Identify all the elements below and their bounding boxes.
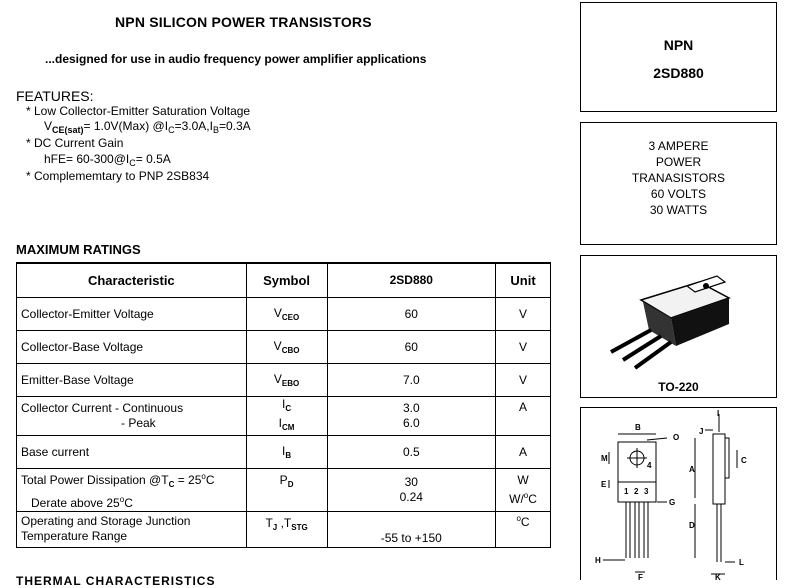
cell-value: 60 — [327, 330, 496, 363]
svg-text:B: B — [635, 423, 641, 432]
to220-package-illustration — [581, 260, 776, 380]
cell-characteristic: Base current — [17, 435, 247, 468]
table-row — [17, 396, 551, 435]
cell-symbol: $V_{EBO}$ — [246, 363, 327, 396]
feature-1-detail: $V_{CE(sat)}= 1.0V(Max)$ $@I_C=3.0A,I_B=0.3A$ — [44, 119, 251, 135]
cell-unit: A — [496, 396, 551, 435]
cell-symbol: $I_C$ $I_{CM}$ — [246, 396, 327, 435]
page-subtitle: ...designed for use in audio frequency power amplifier applications — [45, 52, 427, 66]
rating-summary-box — [580, 122, 777, 245]
part-type-box — [580, 2, 777, 112]
table-row — [17, 330, 551, 363]
features-heading: FEATURES: — [16, 88, 94, 104]
table-row — [17, 468, 551, 511]
col-header-symbol: Symbol — [246, 263, 327, 297]
package-box — [580, 255, 777, 398]
transistor-type: NPN — [663, 37, 694, 53]
cell-characteristic: Collector-Emitter Voltage — [17, 297, 247, 330]
svg-text:O: O — [673, 433, 680, 442]
cell-unit: A — [496, 435, 551, 468]
next-section-heading-cropped: THERMAL CHARACTERISTICS — [16, 574, 216, 588]
col-header-characteristic: Characteristic — [17, 263, 247, 297]
svg-text:G: G — [669, 498, 676, 507]
svg-text:1: 1 — [624, 487, 629, 496]
cell-characteristic: Total Power Dissipation $@T_C = 25^oC$ Derate above 25$^o$C — [17, 468, 247, 511]
table-row — [17, 511, 551, 547]
cell-unit: V — [496, 297, 551, 330]
cell-value: 60 — [327, 297, 496, 330]
summary-line: 3 AMPERE — [648, 139, 709, 153]
feature-2-detail: $hFE= 60-300@I_C= 0.5A$ — [44, 152, 171, 168]
cell-value: 30 0.24 — [327, 468, 496, 511]
cell-value: 7.0 — [327, 363, 496, 396]
table-header-row — [17, 263, 551, 297]
cell-characteristic: Operating and Storage Junction Temperature Range — [17, 511, 247, 547]
svg-text:D: D — [689, 521, 695, 530]
svg-text:L: L — [739, 558, 744, 567]
svg-text:H: H — [595, 556, 601, 565]
max-ratings-table — [16, 262, 551, 548]
svg-text:I: I — [717, 409, 720, 418]
summary-line: TRANASISTORS — [631, 171, 726, 185]
dimension-drawing-box — [580, 407, 777, 580]
feature-3: * Complememtary to PNP 2SB834 — [26, 169, 210, 183]
svg-text:A: A — [689, 465, 695, 474]
svg-text:4: 4 — [647, 461, 652, 470]
page-title: NPN SILICON POWER TRANSISTORS — [115, 14, 372, 30]
cell-characteristic: Emitter-Base Voltage — [17, 363, 247, 396]
part-number: 2SD880 — [653, 65, 704, 81]
table-row — [17, 363, 551, 396]
cell-value: -55 to +150 — [327, 511, 496, 547]
cell-symbol: $P_D$ — [246, 468, 327, 511]
table-row — [17, 435, 551, 468]
cell-value: 3.0 6.0 — [327, 396, 496, 435]
col-header-part: 2SD880 — [327, 263, 496, 297]
cell-unit: W W/$^o$C — [496, 468, 551, 511]
cell-symbol: $V_{CBO}$ — [246, 330, 327, 363]
feature-1: * Low Collector-Emitter Saturation Voltage — [26, 104, 251, 118]
cell-symbol: $V_{CEO}$ — [246, 297, 327, 330]
max-ratings-heading: MAXIMUM RATINGS — [16, 242, 141, 257]
cell-symbol: $T_J$ $,T_{STG}$ — [246, 511, 327, 547]
svg-text:E: E — [601, 480, 607, 489]
package-name: TO-220 — [658, 380, 699, 394]
cell-unit: V — [496, 363, 551, 396]
svg-text:3: 3 — [644, 487, 649, 496]
cell-value: 0.5 — [327, 435, 496, 468]
cell-unit: $^o$C — [496, 511, 551, 547]
cell-unit: V — [496, 330, 551, 363]
svg-text:F: F — [638, 573, 643, 582]
feature-2: * DC Current Gain — [26, 136, 124, 150]
package-dimension-drawing — [581, 408, 776, 581]
cell-symbol: $I_B$ — [246, 435, 327, 468]
summary-line: 60 VOLTS — [650, 187, 707, 201]
cell-characteristic: Collector-Base Voltage — [17, 330, 247, 363]
svg-text:K: K — [715, 573, 721, 582]
cell-characteristic: Collector Current - Continuous - Peak — [17, 396, 247, 435]
svg-text:C: C — [741, 456, 747, 465]
col-header-unit: Unit — [496, 263, 551, 297]
summary-line: 30 WATTS — [649, 203, 708, 217]
svg-text:2: 2 — [634, 487, 639, 496]
table-row — [17, 297, 551, 330]
svg-text:M: M — [601, 454, 608, 463]
svg-text:J: J — [699, 427, 704, 436]
summary-line: POWER — [655, 155, 702, 169]
